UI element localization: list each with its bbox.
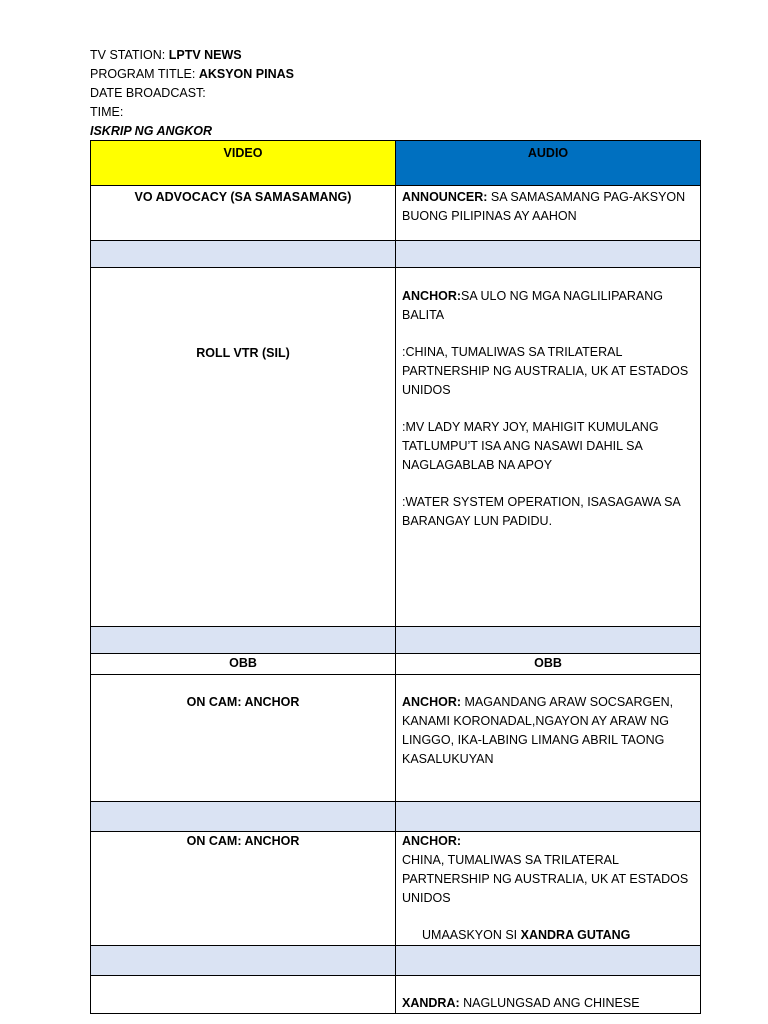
script-title: ISKRIP NG ANGKOR [90, 124, 212, 138]
separator-cell [396, 627, 701, 654]
document-header [90, 46, 294, 141]
headline-intro [402, 287, 694, 325]
audio-text: MAGANDANG ARAW SOCSARGEN, KANAMI KORONADAL,NGAYON AY ARAW NG LINGGO, IKA-LABING LIMANG ABRIL TAONG KASALUKUYAN [402, 695, 674, 766]
handoff-prefix: UMAASKYON SI [422, 928, 521, 942]
separator-cell [396, 946, 701, 976]
video-cell: OBB [91, 654, 396, 675]
separator-cell [91, 627, 396, 654]
table-row [91, 832, 701, 946]
separator-cell [91, 241, 396, 268]
time-label: TIME: [90, 105, 124, 119]
audio-cell [396, 832, 701, 946]
speaker-label: XANDRA: [402, 996, 460, 1010]
audio-text: NAGLUNGSAD ANG CHINESE [459, 996, 640, 1010]
program-title-line [90, 65, 294, 84]
speaker-label: ANNOUNCER: [402, 190, 488, 204]
separator-cell [91, 946, 396, 976]
table-row [91, 976, 701, 1014]
video-cell: ROLL VTR (SIL) [91, 268, 396, 627]
separator-row [91, 241, 701, 268]
video-cell [91, 976, 396, 1014]
video-column-header: VIDEO [91, 141, 396, 186]
table-row [91, 186, 701, 241]
separator-row [91, 802, 701, 832]
audio-cell [396, 268, 701, 627]
time-line [90, 103, 294, 122]
table-row [91, 675, 701, 802]
date-broadcast-line [90, 84, 294, 103]
speaker-label: ANCHOR: [402, 695, 462, 709]
speaker-label [402, 832, 694, 851]
headline-item: :WATER SYSTEM OPERATION, ISASAGAWA SA BARANGAY LUN PADIDU. [402, 495, 681, 528]
script-table [90, 140, 701, 1014]
separator-row [91, 627, 701, 654]
table-row [91, 654, 701, 675]
separator-cell [91, 802, 396, 832]
separator-row [91, 946, 701, 976]
separator-cell [396, 241, 701, 268]
program-title-label: PROGRAM TITLE: [90, 67, 196, 81]
separator-cell [396, 802, 701, 832]
headline-item: :CHINA, TUMALIWAS SA TRILATERAL PARTNERSHIP NG AUSTRALIA, UK AT ESTADOS UNIDOS [402, 345, 689, 397]
reporter-handoff [402, 926, 694, 945]
audio-cell [396, 675, 701, 802]
video-cell: ON CAM: ANCHOR [91, 675, 396, 802]
tv-station-label: TV STATION: [90, 48, 166, 62]
table-row [91, 268, 701, 627]
speaker-label-text: ANCHOR: [402, 834, 462, 848]
audio-cell [396, 186, 701, 241]
headline-item: :MV LADY MARY JOY, MAHIGIT KUMULANG TATLUMPU’T ISA ANG NASAWI DAHIL SA NAGLAGABLAB NA APOY [402, 420, 659, 472]
program-title-value: AKSYON PINAS [198, 67, 294, 81]
video-cell: VO ADVOCACY (SA SAMASAMANG) [91, 186, 396, 241]
reporter-name: XANDRA GUTANG [520, 928, 631, 942]
speaker-label: ANCHOR: [402, 289, 462, 303]
date-broadcast-label: DATE BROADCAST: [90, 86, 206, 100]
audio-text: SA ULO NG MGA NAGLILIPARANG BALITA [402, 289, 663, 322]
tv-station-value: LPTV NEWS [168, 48, 242, 62]
tv-station-line [90, 46, 294, 65]
audio-column-header: AUDIO [396, 141, 701, 186]
audio-text: SA SAMASAMANG PAG-AKSYON BUONG PILIPINAS AY AAHON [402, 190, 686, 223]
audio-text: CHINA, TUMALIWAS SA TRILATERAL PARTNERSHIP NG AUSTRALIA, UK AT ESTADOS UNIDOS [402, 853, 689, 905]
video-cell: ON CAM: ANCHOR [91, 832, 396, 946]
table-header-row [91, 141, 701, 186]
audio-cell [396, 976, 701, 1014]
audio-cell: OBB [396, 654, 701, 675]
